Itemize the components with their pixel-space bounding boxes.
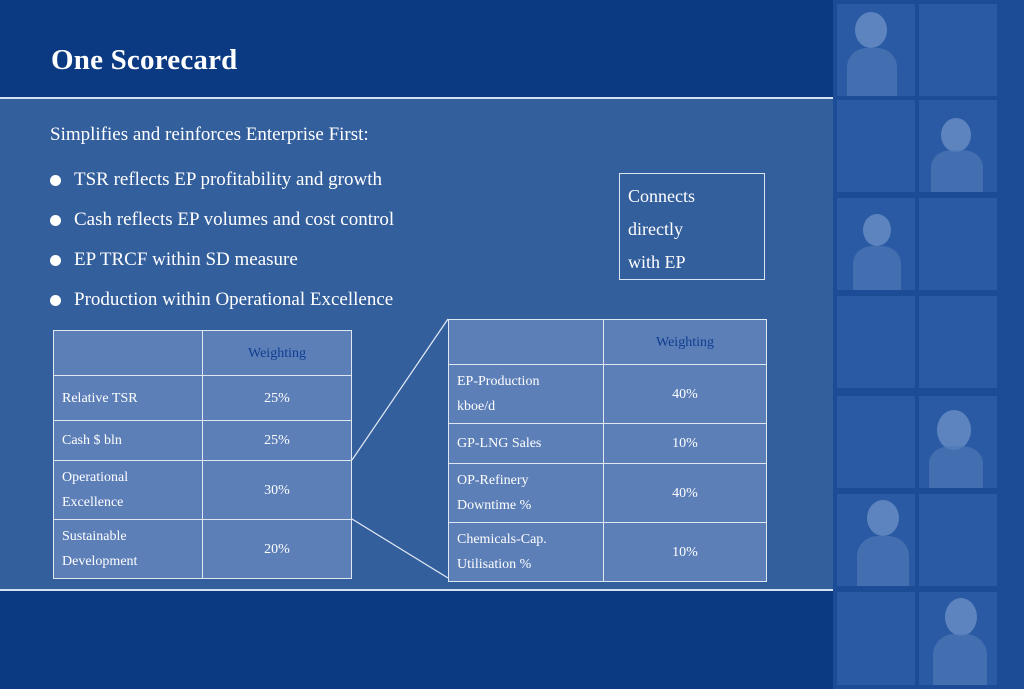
table-row: Sustainable Development 20% bbox=[54, 520, 352, 579]
list-item: EP TRCF within SD measure bbox=[50, 240, 394, 280]
table-row: Operational Excellence 30% bbox=[54, 461, 352, 520]
bullet-icon bbox=[50, 295, 61, 306]
table-row: OP-Refinery Downtime % 40% bbox=[449, 464, 767, 523]
callout-box: Connects directly with EP bbox=[619, 173, 765, 280]
bullet-icon bbox=[50, 255, 61, 266]
list-item: Production within Operational Excellence bbox=[50, 280, 394, 320]
list-item: TSR reflects EP profitability and growth bbox=[50, 160, 394, 200]
table-header-blank bbox=[449, 320, 604, 365]
table-row: Chemicals-Cap. Utilisation % 10% bbox=[449, 523, 767, 582]
bullet-list bbox=[50, 160, 394, 320]
table-row: Cash $ bln 25% bbox=[54, 421, 352, 461]
slide-title: One Scorecard bbox=[51, 44, 238, 76]
photo-collage-image bbox=[833, 0, 1024, 689]
intro-text: Simplifies and reinforces Enterprise First: bbox=[50, 124, 369, 145]
bullet-icon bbox=[50, 175, 61, 186]
table-row: EP-Production kboe/d 40% bbox=[449, 365, 767, 424]
bullet-icon bbox=[50, 215, 61, 226]
ep-scorecard-table bbox=[448, 319, 767, 582]
list-item: Cash reflects EP volumes and cost control bbox=[50, 200, 394, 240]
table-header-weighting: Weighting bbox=[203, 331, 352, 376]
table-row: Relative TSR 25% bbox=[54, 376, 352, 421]
group-scorecard-table bbox=[53, 330, 352, 579]
table-row: GP-LNG Sales 10% bbox=[449, 424, 767, 464]
table-header-weighting: Weighting bbox=[604, 320, 767, 365]
table-header-blank bbox=[54, 331, 203, 376]
